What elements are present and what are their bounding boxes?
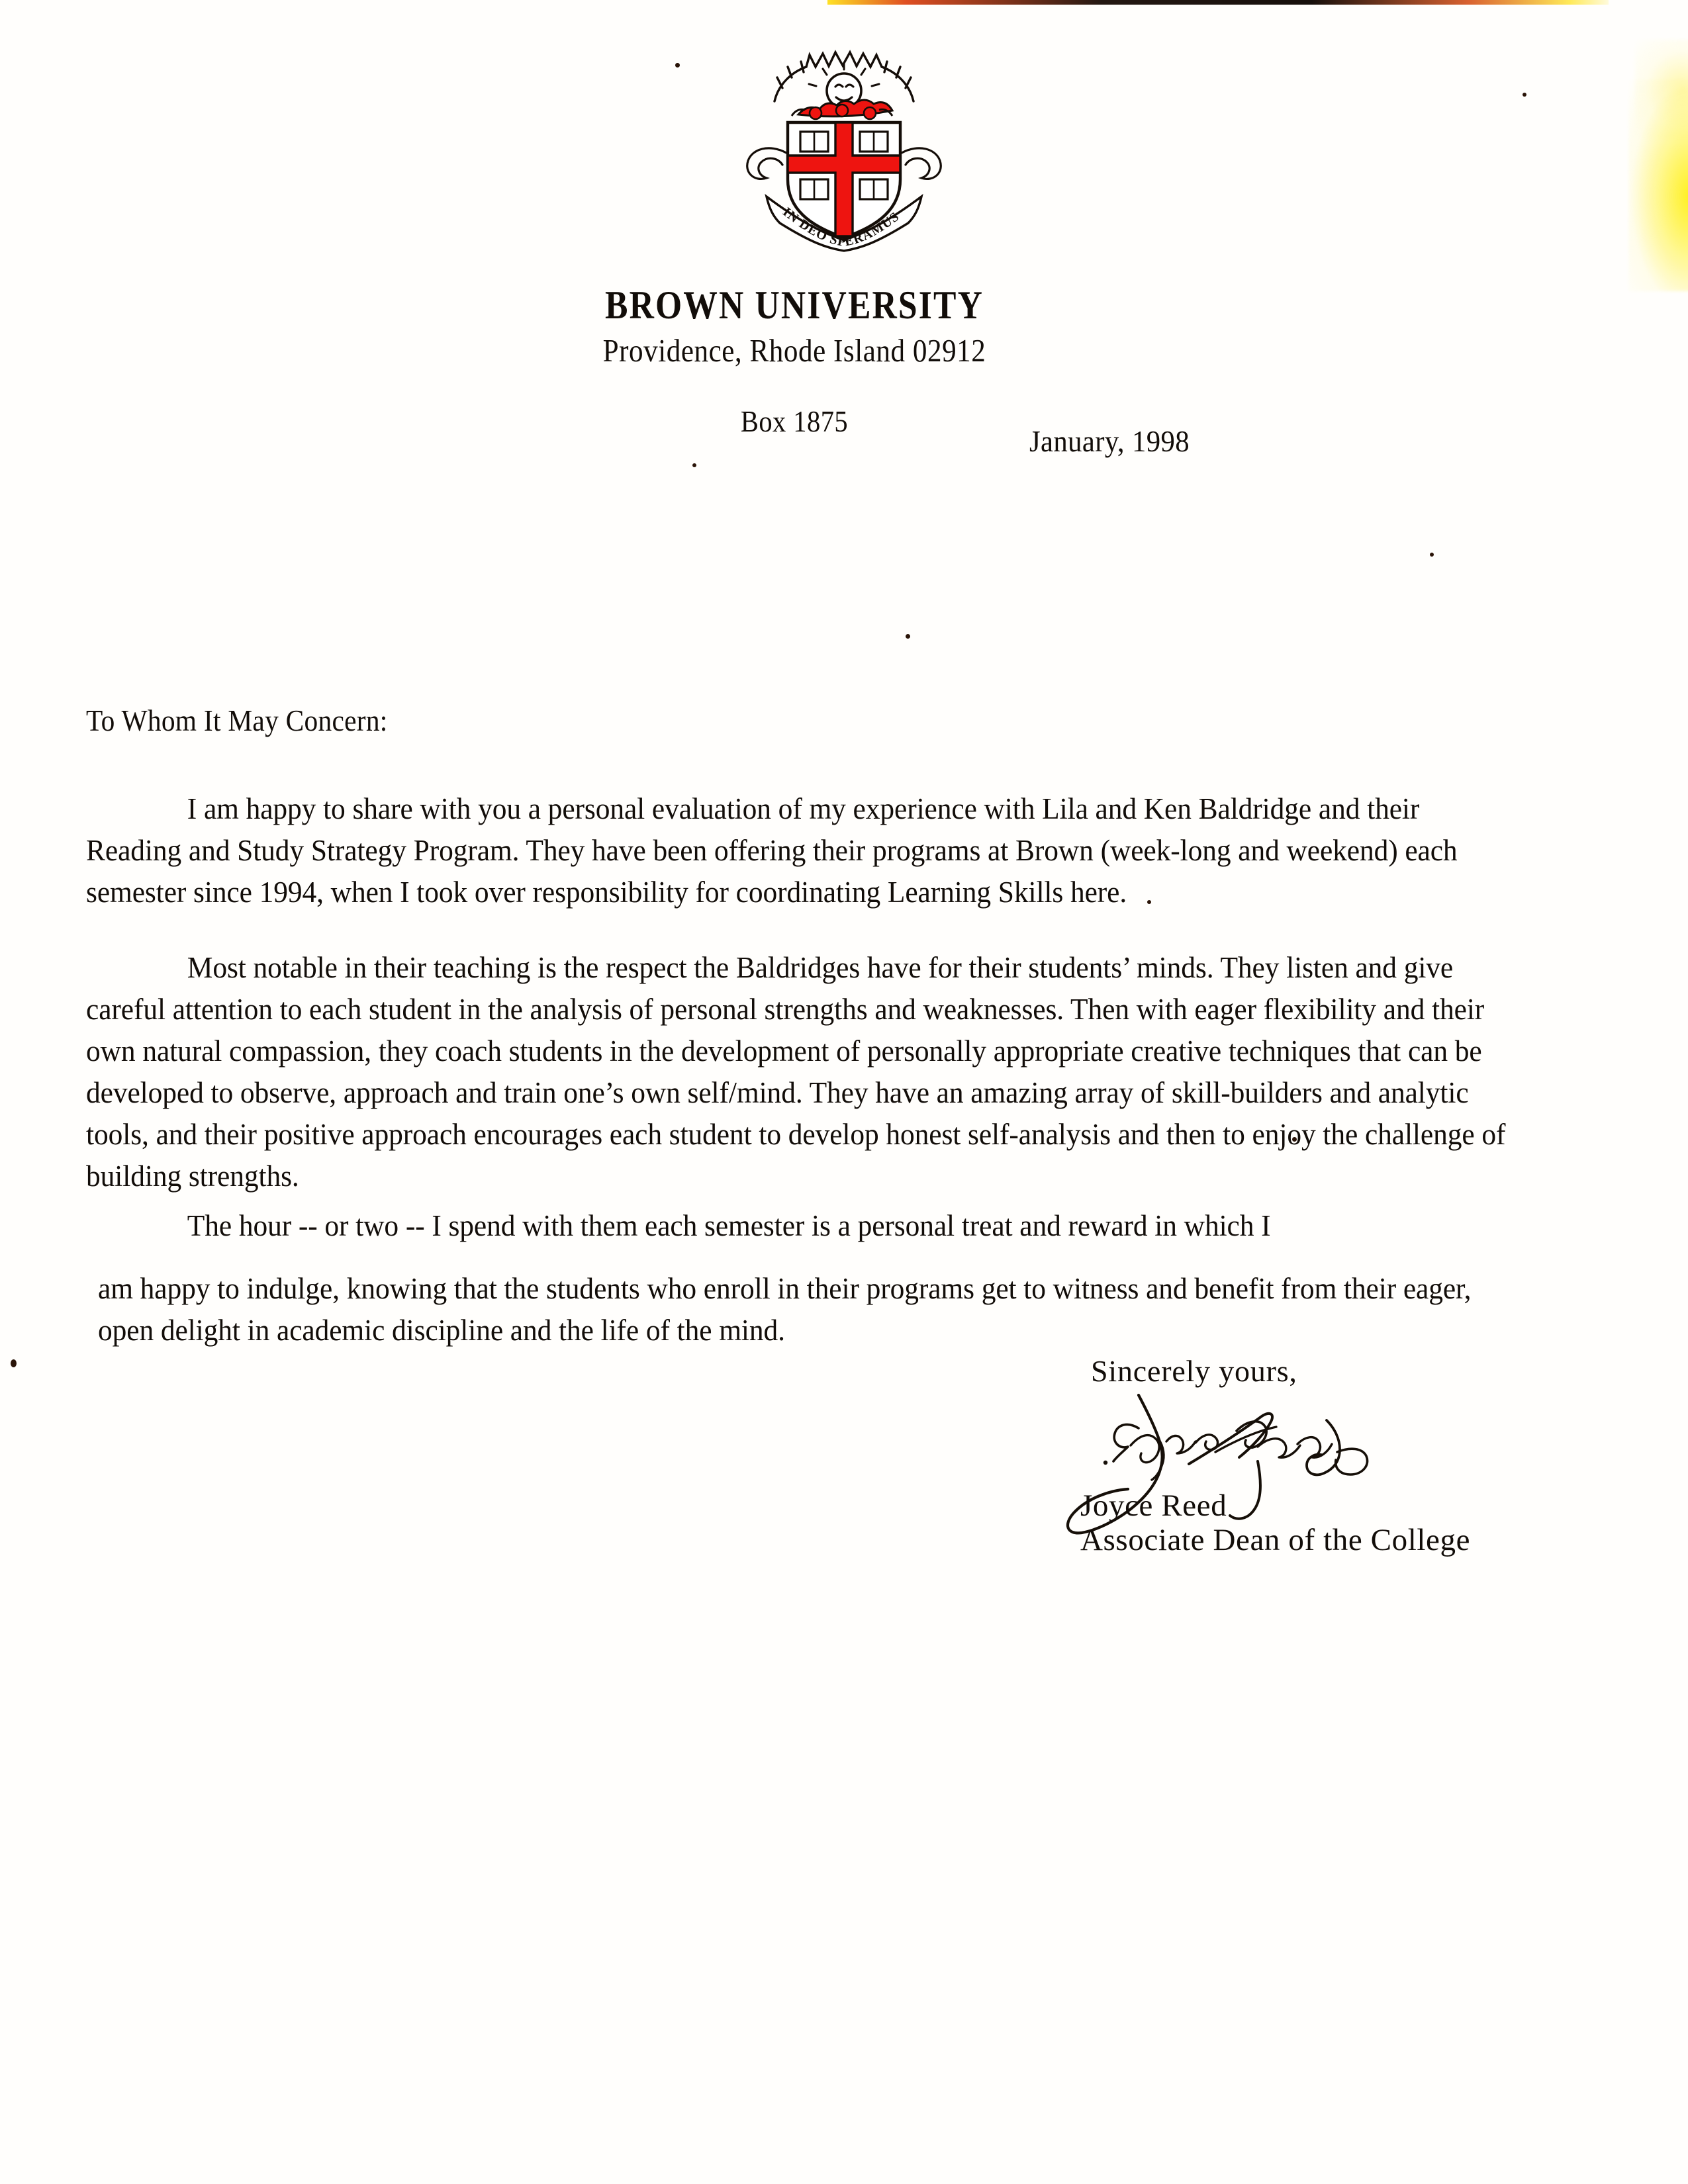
letter-date: January, 1998 bbox=[1029, 424, 1190, 458]
scan-speck-right-upper bbox=[1523, 93, 1526, 97]
svg-text:IN DEO SPERAMUS: IN DEO SPERAMUS bbox=[780, 205, 903, 250]
signer-title: Associate Dean of the College bbox=[1080, 1523, 1471, 1557]
letterhead bbox=[0, 285, 1589, 439]
scan-speck-right bbox=[1430, 553, 1434, 557]
paragraph-1: I am happy to share with you a personal evaluation of my experience with Lila and Ken Baldridge and their Reading and Study Strategy Program. They have been offering their programs at Brown (week-long and weekend) each semester since 1994, when I took over responsibility for coordinating Learning Skills here. bbox=[86, 792, 1458, 909]
paragraph-3: The hour -- or two -- I spend with them each semester is a personal treat and reward in which I bbox=[187, 1208, 1271, 1242]
scan-speck-upper bbox=[675, 63, 680, 68]
mailbox-line: Box 1875 bbox=[740, 404, 849, 438]
scan-speck-left bbox=[11, 1359, 17, 1367]
scan-edge-artifact-top bbox=[827, 0, 1609, 5]
brown-university-crest-icon bbox=[735, 50, 953, 255]
scan-speck-mid-left bbox=[692, 463, 696, 467]
university-name: BROWN UNIVERSITY bbox=[604, 283, 984, 327]
signer-name: Joyce Reed bbox=[1080, 1488, 1227, 1523]
paragraph-2: Most notable in their teaching is the respect the Baldridges have for their students’ minds. They listen and give careful attention to each student in the analysis of personal strengths and weaknesses. Then with eager flexibility and their own natural compassion, they coach students in the development of personally appropriate creative techniques that can be developed to observe, approach and train one’s own self/mind. They have an amazing array of skill-builders and analytic tools, and their positive approach encourages each student to develop honest self-analysis and then to enjoy the challenge of building strengths. bbox=[86, 950, 1506, 1193]
university-address: Providence, Rhode Island 02912 bbox=[602, 332, 986, 369]
closing-salutation: Sincerely yours, bbox=[1091, 1354, 1297, 1388]
salutation: To Whom It May Concern: bbox=[86, 704, 388, 737]
scan-speck-mid bbox=[906, 634, 910, 639]
scan-stain-artifact-right bbox=[1628, 79, 1688, 291]
paragraph-3-continued: am happy to indulge, knowing that the students who enroll in their programs get to witness and benefit from their eager, open delight in academic discipline and the life of the mind. bbox=[98, 1271, 1472, 1347]
